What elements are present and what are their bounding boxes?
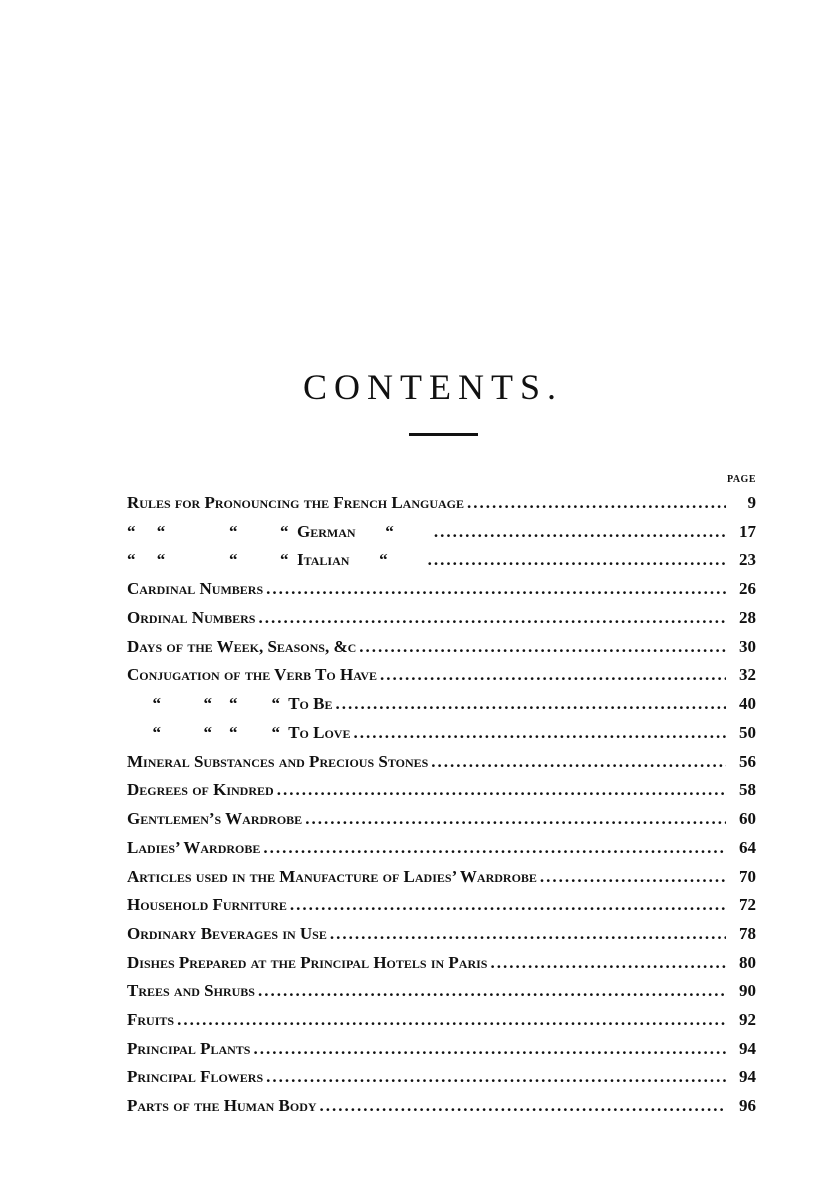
entry-page: 60 — [739, 809, 756, 828]
leader-dots — [258, 604, 726, 632]
leader-dots — [290, 891, 726, 919]
leader-dots — [490, 949, 726, 977]
toc-entry — [127, 1006, 756, 1034]
entry-page: 94 — [739, 1067, 756, 1086]
entry-title: Days of the Week, Seasons, &c — [127, 637, 357, 656]
entry-title: “ “ “ “ German “ — [127, 522, 394, 541]
entry-page: 80 — [739, 953, 756, 972]
toc-entry — [127, 805, 756, 833]
entry-title: Parts of the Human Body — [127, 1096, 317, 1115]
entry-page: 58 — [739, 780, 756, 799]
toc-entry — [127, 891, 756, 919]
entry-title: Fruits — [127, 1010, 175, 1029]
toc-entry — [127, 863, 756, 891]
entry-title: Dishes Prepared at the Principal Hotels in Paris — [127, 953, 488, 972]
entry-title: Principal Plants — [127, 1039, 251, 1058]
toc-entry — [127, 604, 756, 632]
leader-dots — [353, 719, 726, 747]
toc-entry — [127, 748, 756, 776]
entry-title: Ordinary Beverages in Use — [127, 924, 327, 943]
toc-entry — [127, 920, 756, 948]
leader-dots — [266, 575, 726, 603]
toc-entry — [127, 1063, 756, 1091]
entry-page: 64 — [739, 838, 756, 857]
leader-dots — [266, 1063, 726, 1091]
entry-title: “ “ “ “ To Love — [127, 723, 351, 742]
leader-dots — [177, 1006, 726, 1034]
toc-entry — [127, 518, 756, 546]
entry-title: Trees and Shrubs — [127, 981, 255, 1000]
leader-dots — [359, 633, 726, 661]
toc-entry — [127, 690, 756, 718]
entry-page: 50 — [739, 723, 756, 742]
toc-entry — [127, 546, 756, 574]
entry-page: 32 — [739, 665, 756, 684]
entry-title: Ordinal Numbers — [127, 608, 256, 627]
entry-page: 28 — [739, 608, 756, 627]
entry-page: 90 — [739, 981, 756, 1000]
entry-title: Ladies’ Wardrobe — [127, 838, 261, 857]
toc-entry — [127, 1092, 756, 1120]
leader-dots — [467, 489, 726, 517]
toc-entry — [127, 489, 756, 517]
toc-entry — [127, 661, 756, 689]
toc-entry — [127, 977, 756, 1005]
entry-page: 26 — [739, 579, 756, 598]
entry-title: Degrees of Kindred — [127, 780, 274, 799]
entry-page: 92 — [739, 1010, 756, 1029]
toc-entry — [127, 575, 756, 603]
entry-title: Rules for Pronouncing the French Language — [127, 493, 464, 512]
toc-entry — [127, 949, 756, 977]
entry-page: 9 — [747, 493, 756, 512]
toc-entry — [127, 1035, 756, 1063]
leader-dots — [263, 834, 726, 862]
leader-dots — [320, 1092, 726, 1120]
entry-title: “ “ “ “ Italian “ — [127, 550, 388, 569]
toc-entry — [127, 633, 756, 661]
entry-title: Conjugation of the Verb To Have — [127, 665, 378, 684]
page-title: CONTENTS. — [303, 367, 563, 407]
leader-dots — [305, 805, 726, 833]
toc-entry — [127, 834, 756, 862]
leader-dots — [431, 748, 726, 776]
entry-page: 23 — [739, 550, 756, 569]
toc-entry — [127, 776, 756, 804]
entry-page: 56 — [739, 752, 756, 771]
entry-title: Gentlemen’s Wardrobe — [127, 809, 303, 828]
entry-page: 72 — [739, 895, 756, 914]
leader-dots — [277, 776, 726, 804]
leader-dots — [253, 1035, 726, 1063]
entry-page: 78 — [739, 924, 756, 943]
leader-dots — [540, 863, 726, 891]
leader-dots — [428, 546, 726, 574]
entry-page: 17 — [739, 522, 756, 541]
entry-page: 30 — [739, 637, 756, 656]
leader-dots — [330, 920, 726, 948]
entry-title: Articles used in the Manufacture of Ladies’ Wardrobe — [127, 867, 537, 886]
entry-page: 96 — [739, 1096, 756, 1115]
leader-dots — [380, 661, 726, 689]
entry-title: Mineral Substances and Precious Stones — [127, 752, 429, 771]
entry-page: 70 — [739, 867, 756, 886]
title-rule — [409, 433, 478, 436]
entry-title: Household Furniture — [127, 895, 287, 914]
leader-dots — [258, 977, 726, 1005]
leader-dots — [434, 518, 726, 546]
entry-page: 40 — [739, 694, 756, 713]
page-column-heading: PAGE — [726, 474, 756, 485]
entry-title: Principal Flowers — [127, 1067, 264, 1086]
entry-title: Cardinal Numbers — [127, 579, 264, 598]
leader-dots — [335, 690, 726, 718]
entry-page: 94 — [739, 1039, 756, 1058]
toc-entry — [127, 719, 756, 747]
entry-title: “ “ “ “ To Be — [127, 694, 333, 713]
